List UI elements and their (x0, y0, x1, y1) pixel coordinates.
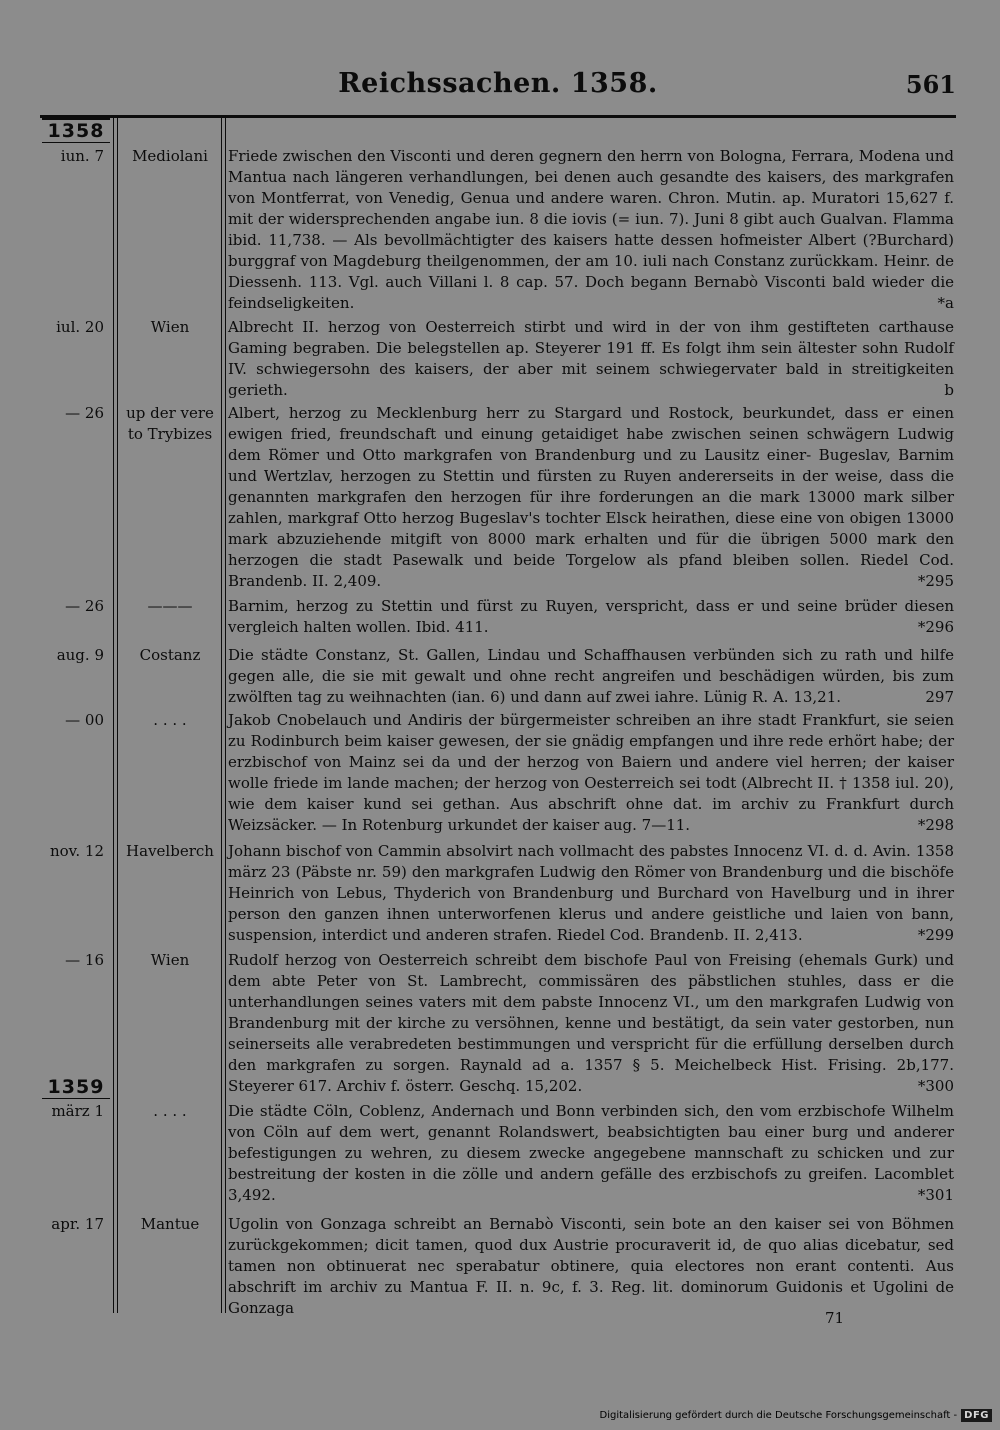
entry-text: Albrecht II. herzog von Oesterreich stirbt und wird in der von ihm gestifteten carthause Gaming begraben. Die belegstellen ap. Steyerer 191 ff. Es folgt ihm sein ältester sohn Rudolf IV. schwiegersohn des kaisers, der aber mit seinem schwiegervater bald in streitigkeiten gerieth. b (228, 318, 954, 399)
entry-date: — 00 (65, 711, 104, 729)
running-title: Reichssachen. 1358. (338, 68, 658, 99)
entry-text: Jakob Cnobelauch und Andiris der bürgermeister schreiben an ihre stadt Frankfurt, sie seien zu Rodinburch beim kaiser gewesen, der sie gnädig empfangen und ihre rede erhört habe; der erzbischof von Mainz sei da und der herzog von Baiern und andere viel herren; der kaiser wolle friede im lande machen; der herzog von Oesterreich sei todt (Albrecht II. † 1358 iul. 20), wie dem kaiser kund sei gethan. Aus abschrift ohne dat. im archiv zu Frankfurt durch Weizsäcker. — In Rotenburg urkundet der kaiser aug. 7—11. *298 (228, 711, 954, 834)
entry-date: nov. 12 (49, 842, 104, 860)
entry-date: iun. 7 (60, 147, 104, 165)
entry-text: Ugolin von Gonzaga schreibt an Bernabò Visconti, sein bote an den kaiser sei von Böhmen zurückgekommen; dicit tamen, quod dux Austrie procuraverit id, de quo alias dicebatur, sed tamen non obtinuerat nec sperabatur obtinere, quia electores non erant contenti. Aus abschrift im archiv zu Mantua F. II. n. 9c, f. 3. Reg. lit. dominorum Guidonis et Ugolini de Gonzaga (228, 1215, 954, 1317)
entry-text: Friede zwischen den Visconti und deren gegnern den herrn von Bologna, Ferrara, Modena und Mantua nach längeren verhandlungen, bei denen auch gesandte des kaisers, des markgrafen von Montferrat, von Venedig, Genua und andere waren. Chron. Mutin. ap. Muratori 15,627 f. mit der widersprechenden angabe iun. 8 die iovis (= iun. 7). Juni 8 gibt auch Gualvan. Flamma ibid. 11,738. — Als bevollmächtigter des kaisers hatte dessen hofmeister Albert (?Burchard) burggraf von Magdeburg theilgenommen, der am 10. iuli nach Constanz zurückkam. Heinr. de Diessenh. 113. Vgl. auch Villani l. 8 cap. 57. Doch begann Bernabò Visconti bald wieder die feindseligkeiten. *a (228, 147, 954, 312)
entry-ref: *301 (917, 1186, 954, 1204)
footer-credit (600, 1409, 992, 1422)
column-rule (225, 118, 226, 1313)
entry-ref: *299 (917, 926, 954, 944)
sheet-signature: 71 (825, 1309, 845, 1327)
entry-date: märz 1 (51, 1102, 104, 1120)
page-header (40, 68, 956, 108)
entry-text: Johann bischof von Cammin absolvirt nach vollmacht des pabstes Innocenz VI. d. d. Avin. 1358 märz 23 (Päbste nr. 59) den markgrafen Ludwig den Römer von Brandenburg und die bischöfe Heinrich von Lebus, Thyderich von Brandenburg und Burchard von Havelburg und in ihrer person den ganzen ihnen unterworfenen klerus und andere geistliche und laien von bann, suspension, interdict und anderen strafen. Riedel Cod. Brandenb. II. 2,413. *299 (228, 842, 954, 944)
entry-ref: b (944, 381, 954, 399)
entry-date: aug. 9 (56, 646, 104, 664)
header-rule (40, 115, 956, 118)
entry-ref: *300 (917, 1077, 954, 1095)
page-number: 561 (905, 70, 956, 99)
entry-ref: 297 (925, 688, 954, 706)
entry-date: — 26 (65, 404, 104, 422)
entry-date: apr. 17 (51, 1215, 104, 1233)
entry-ref: *295 (917, 572, 954, 590)
entry-text: Albert, herzog zu Mecklenburg herr zu Stargard und Rostock, beurkundet, dass er einen ewigen fried, freundschaft und einung getaidiget habe zwischen seinen schwägern Ludwig dem Römer und Otto markgrafen von Brandenburg und zu Lausitz einer- Bugeslav, Barnim und Wertzlav, herzogen zu Stettin und fürsten zu Ruyen andererseits in der weise, dass die genannten markgrafen den herzogen für ihre forderungen an die mark 13000 mark silber zahlen, markgraf Otto herzog Bugeslav's tochter Elsck heirathen, diese eine von obigen 13000 mark abzuziehende mitgift von 8000 mark erhalten und für die übrigen 5000 mark den herzogen die stadt Pasewalk und beide Torgelow als pfand bleiben sollen. Riedel Cod. Brandenb. II. 2,409. *295 (228, 404, 954, 590)
entry-place: Havelberch (126, 842, 214, 860)
entry-text: Rudolf herzog von Oesterreich schreibt dem bischofe Paul von Freising (ehemals Gurk) und dem abte Peter von St. Lambrecht, commissären des päbstlichen stuhles, dass er die unterhandlungen seines vaters mit dem pabste Innocenz VI., um den markgrafen Ludwig von Brandenburg mit der kirche zu versöhnen, kenne und bestätigt, da sein vater gestorben, nun seinerseits alle verabredeten bestimmungen und verspricht für die erfüllung derselben durch den markgrafen zu sorgen. Raynald ad a. 1357 § 5. Meichelbeck Hist. Frising. 2b,177. Steyerer 617. Archiv f. österr. Geschq. 15,202. *300 (228, 951, 954, 1095)
column-rule (113, 118, 114, 1313)
entry-place: Mantue (140, 1215, 200, 1233)
entry-date: — 16 (65, 951, 104, 969)
entry-place: ——— (147, 597, 193, 615)
entry-place: Wien (150, 318, 190, 336)
entry-place: . . . . (153, 711, 187, 729)
entry-place: Wien (150, 951, 190, 969)
footer-text: Digitalisierung gefördert durch die Deutsche Forschungsgemeinschaft - (599, 1410, 958, 1421)
entry-date: — 26 (65, 597, 104, 615)
dfg-logo-icon: DFG (961, 1409, 992, 1422)
entry-ref: *296 (917, 618, 954, 636)
entry-place: Mediolani (132, 147, 208, 165)
entry-date: iul. 20 (56, 318, 104, 336)
entry-place: up der vere to Trybizes (126, 404, 214, 443)
year-mark: 1358 (42, 118, 110, 143)
entry-text: Die städte Cöln, Coblenz, Andernach und Bonn verbinden sich, den vom erzbischofe Wilhelm von Cöln auf dem wert, genannt Rolandswert, beabsichtigten bau einer burg und anderer befestigungen zu wehren, zu diesem zwecke angegebene mannschaft zu schicken und zur bestreitung der kosten in die zölle und andern gefälle des erzbischofs zu greifen. Lacomblet 3,492. *301 (228, 1102, 954, 1204)
entry-text: Die städte Constanz, St. Gallen, Lindau und Schaffhausen verbünden sich zu rath und hilfe gegen alle, die sie mit gewalt und ohne recht angreifen und beschädigen würden, bis zum zwölften tag zu weihnachten (ian. 6) und dann auf zwei iahre. Lünig R. A. 13,21. 297 (228, 646, 954, 706)
entry-text: Barnim, herzog zu Stettin und fürst zu Ruyen, verspricht, dass er und seine brüder diesen vergleich halten wollen. Ibid. 411. *296 (228, 597, 954, 636)
entry-place: Costanz (139, 646, 201, 664)
year-mark: 1359 (42, 1076, 110, 1099)
entry-ref: *a (937, 294, 954, 312)
entry-ref: *298 (917, 816, 954, 834)
entry-place: . . . . (153, 1102, 187, 1120)
